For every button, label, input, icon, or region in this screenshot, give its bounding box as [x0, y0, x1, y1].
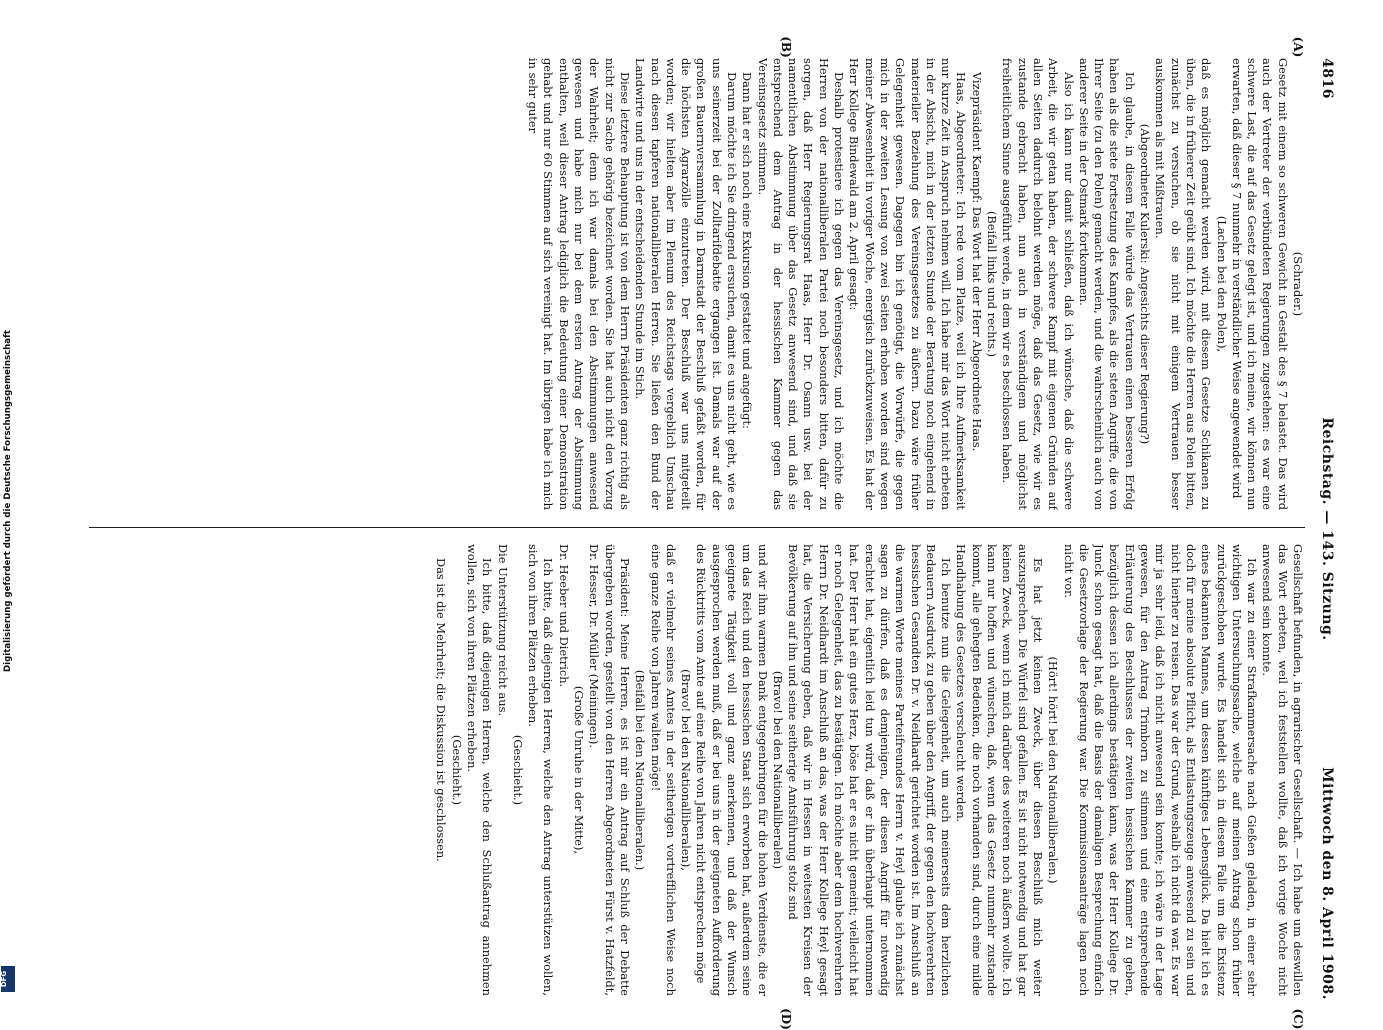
margin-mark-b: (B): [779, 36, 793, 58]
interjection: (Bravo! bei den Nationalliberalen),: [679, 669, 694, 871]
paragraph: Ich glaube, in diesem Falle würde das Vertrauen einen besseren Erfolg haben als die stete Fortsetzung des Kampfes, als die steten Angriffe, die von Ihrer Seite (zu den Polen) gemacht werden, und die wahrscheinlich auch von anderer Seite in der Ostmark fortkommen.: [1076, 58, 1137, 510]
quoted-paragraph: Darum möchte ich Sie dringend ersuchen, damit es uns nicht geht, wie es uns seinerzeit bei der Zolltarifdebatte ergangen ist. Damals war auf der großen Bauernversammlung in Darmstadt der Beschluß gefaßt worden, für die höchsten Agrarzölle einzutreten. Der Beschluß war uns mitgeteilt worden; wir hielten aber im Plenum des Reichstags vergeblich Umschau nach diesen tapferen nationalliberalen Herren. Sie ließen den Bund der Landwirte und uns in der entscheidenden Stunde im Stich.: [633, 58, 740, 510]
paragraph: Ich bitte, daß diejenigen Herren, welche den Schlußantrag annehmen wollen, sich von ihren Plätzen erheben.: [464, 544, 495, 996]
paragraph: Gesetz mit einem so schweren Gewicht in Gestalt des § 7 belastet. Das wird auch der Vertreter der verbündeten Regierungen zugestehen: es war eine schwere Last, die auf das Gesetz gelegt ist, und ich meine, wir können nun erwarten, daß dieser § 7 nunmehr in verständlicher Weise angewendet wird: [1229, 58, 1290, 510]
column-divider: [89, 527, 1305, 528]
speaker-paragraph: Präsident: Meine Herren, es ist mir ein Antrag auf Schluß der Debatte übergeben worden, gestellt von den Herren Abgeordneten Fürst v. Hatzfeldt, Dr. Hesser, Dr. Müller (Meiningen).: [587, 544, 632, 996]
interjection: (Geschieht.): [449, 734, 464, 806]
paragraph: Die Unterstützung reicht aus.: [495, 544, 510, 717]
interjection: (Lachen bei den Polen),: [1214, 215, 1229, 353]
dfg-credit-text: Digitalisierung gefördert durch die Deutsche Forschungsgemeinschaft: [3, 330, 13, 672]
interjection: (Abgeordneter Kulerski: Angesichts dieser Regierung?): [1138, 123, 1153, 445]
dfg-logo-icon: [1, 966, 15, 992]
paragraph: Dann hat er sich noch eine Exkursion gestattet und angefügt:: [740, 72, 755, 429]
speaker-paragraph: Vizepräsident Kaempf: Das Wort hat der Herr Abgeordnete Haas.: [969, 72, 984, 452]
paragraph: Dr. Heeber und Dietrich.: [556, 544, 571, 688]
paragraph: daß es möglich gemacht werden wird, mit diesem Gesetze Schikanen zu üben, die in früherer Zeit geübt sind. Ich möchte die Herren aus Polen bitten, zunächst zu versuchen, ob sie nicht mit einigem Vertrauen besser auskommen als mit Mißtrauen.: [1153, 58, 1214, 510]
quoted-paragraph: Deshalb protestiere ich gegen das Vereinsgesetz, und ich möchte die Herren von der nationalliberalen Partei noch besonders bitten, dafür zu sorgen, daß Herr Regierungsrat Haas, Herr Dr. Osann usw. bei der namentlichen Abstimmung über das Gesetz anwesend sind, und daß sie entsprechend dem Antrag in der hessischen Kammer gegen das Vereinsgesetz stimmen.: [755, 58, 847, 510]
paragraph: Also ich kann nur damit schließen, daß ich wünsche, daß die schwere Arbeit, die wir getan haben, der schwere Kampf mit eigenen Gründen auf allen Seiten dadurch belohnt werden möge, daß das Gesetz, wie wir es zustande gebracht haben, nun auch in verständigem und möglichst freiheitlichem Sinne ausgeführt werde, in dem wir es beschlossen haben.: [1000, 58, 1076, 510]
paragraph: Ich bitte, daß diejenigen Herren, welche den Antrag unterstützen wollen, sich von ihren Plätzen erheben.: [526, 544, 556, 996]
speaker-marker: (Schrader.): [1291, 251, 1305, 317]
paragraph: daß er vielmehr seines Amtes in der seitherigen vortrefflichen Weise noch eine ganze Reihe von Jahren walten möge!: [648, 544, 678, 996]
paragraph: Ich war zu einer Strafkammersache nach Gießen geladen, in einer sehr wichtigen Untersuchungssache, welche auf meinen Antrag schon früher zurückgeschoben wurde. Es handelt sich in diesem Falle um die Existenz eines bekannten Mannes, um dessen künftiges Lebensglück. Da hielt ich es doch für meine absolute Pflicht, als Entlastungszeuge anwesend zu sein und nicht hierher zu reisen. Das war der Grund, weshalb ich nicht da war. Es war mir ja sehr leid, daß ich nicht anwesend sein konnte; ich wäre in der Lage gewesen, für den Antrag Trimborn zu stimmen und eine entsprechende Erläuterung des Beschlusses der zweiten hessischen Kammer zu geben, bezüglich dessen ich allerdings bestätigen kann, was der Herr Kollege Dr. Junck schon gesagt hat, daß die Basis der damaligen Besprechung einfach die Gesetzvorlage der Regierung war. Die Kommissionsanträge lagen noch nicht vor.: [1061, 544, 1260, 996]
paragraph: und wir ihm warmen Dank entgegenbringen für die hohen Verdienste, die er um das Reich und den hessischen Staat sich erworben hat, außerdem seine geeignete Tätigkeit voll und ganz anerkennen, und daß der Wunsch ausgesprochen werden muß, daß er bei uns in der geeigneten Aufforderung des Rücktritts vom Amte auf eine Reihe von Jahren nicht entsprechen möge: [694, 544, 770, 996]
scanned-page: [76, 36, 1341, 1030]
page-header: [1311, 58, 1341, 1000]
interjection: (Bravo! bei den Nationalliberalen): [770, 670, 785, 870]
right-text-column: [85, 544, 1305, 996]
interjection: (Beifall bei den Nationalliberalen.): [633, 669, 648, 871]
session-date: Mittwoch den 8. April 1908.: [1319, 767, 1335, 1000]
paragraph: Es hat jetzt keinen Zweck, über diesen Beschluß mich weiter auszusprechen. Die Würfel sind gefallen. Es ist nicht notwendig und hat gar keinen Zweck, wenn ich mich darüber des weiteren noch äußern wollte. Ich kann nur hoffen und wünschen, daß, wenn das Gesetz nunmehr zustande kommt, alle gehegten Bedenken, die noch vorhanden sind, durch eine milde Handhabung des Gesetzes verscheucht werden.: [954, 544, 1045, 996]
margin-mark-d: (D): [779, 1008, 793, 1030]
interjection: (Geschieht.): [510, 734, 525, 806]
interjection: (Beifall links und rechts.): [985, 210, 1000, 358]
digitization-sidebar: [0, 0, 16, 1000]
paragraph: Ich benutze nun die Gelegenheit, um auch meinerseits dem herzlichen Bedauern Ausdruck zu geben über den Angriff, der gegen den hochverehrten hessischen Gesandten Dr. v. Neidhardt gerichtet worden ist. Im Anschluß an die warmen Worte meines Parteifreundes Herrn v. Heyl glaube ich zunächst sagen zu dürfen, daß es demjenigen, der diesen Angriff für notwendig erachtet hat, eigentlich leid tun wird, daß er ihn überhaupt unternommen hat. Der Herr hat ein gutes Herz, böse hat er es nicht gemeint; vielleicht hat er noch Gelegenheit, das zu bestätigen. Ich möchte aber dem hochverehrten Herrn Dr. Neidhardt im Anschluß an das, was der Herr Kollege Heyl gesagt hat, die Versicherung geben, daß wir in Hessen in weitesten Kreisen der Bevölkerung auf ihn und seine seitherige Amtsführung stolz sind: [786, 544, 954, 996]
paragraph: Gesellschaft befunden, in agrarischer Gesellschaft. — Ich habe um deswillen das Wort erbeten, weil ich feststellen wollte, daß ich vorige Woche nicht anwesend sein konnte.: [1260, 544, 1305, 996]
interjection: (Große Unruhe in der Mitte),: [572, 685, 587, 855]
speaker-paragraph: Haas, Abgeordneter: Ich rede vom Platze, weil ich Ihre Aufmerksamkeit nur kurze Zeit in Anspruch nehmen will. Ich habe mir das Wort nicht erbeten in der Absicht, mich in der letzten Stunde der Beratung noch eingehend in materieller Beziehung des Vereinsgesetzes zu äußern. Dazu wäre früher Gelegenheit gewesen. Dagegen bin ich genötigt, die Vorwürfe, die gegen mich in der zweiten Lesung von zwei Seiten erhoben worden sind wegen meiner Abwesenheit in voriger Woche, energisch zurückzuweisen. Es hat der Herr Kollege Bindewald am 2. April gesagt:: [847, 58, 969, 510]
running-title: Reichstag. — 143. Sitzung.: [1319, 417, 1335, 641]
margin-mark-a: (A): [1291, 36, 1305, 58]
paragraph: Diese letztere Behauptung ist von dem Herrn Präsidenten ganz richtig als nicht zur Sache gehörig bezeichnet worden. Sie hat auch nicht den Vorzug der Wahrheit; denn ich war damals bei den Abstimmungen anwesend gewesen und habe mich nur bei dem ersten Antrag der Abstimmung enthalten, weil dieser Antrag lediglich die Bedeutung einer Demonstration gehabt und nur 60 Stimmen auf sich vereinigt hat. Im übrigen habe ich mich in sehr guter: [526, 58, 632, 510]
left-text-column: [85, 58, 1305, 510]
dfg-logo-text: DFG: [0, 970, 9, 988]
margin-mark-c: (C): [1291, 1008, 1305, 1030]
interjection: (Hört! hört! bei den Nationalliberalen.): [1046, 656, 1061, 884]
page-number: 4816: [1319, 58, 1335, 99]
paragraph: Das ist die Mehrheit; die Diskussion ist geschlossen.: [434, 558, 449, 862]
